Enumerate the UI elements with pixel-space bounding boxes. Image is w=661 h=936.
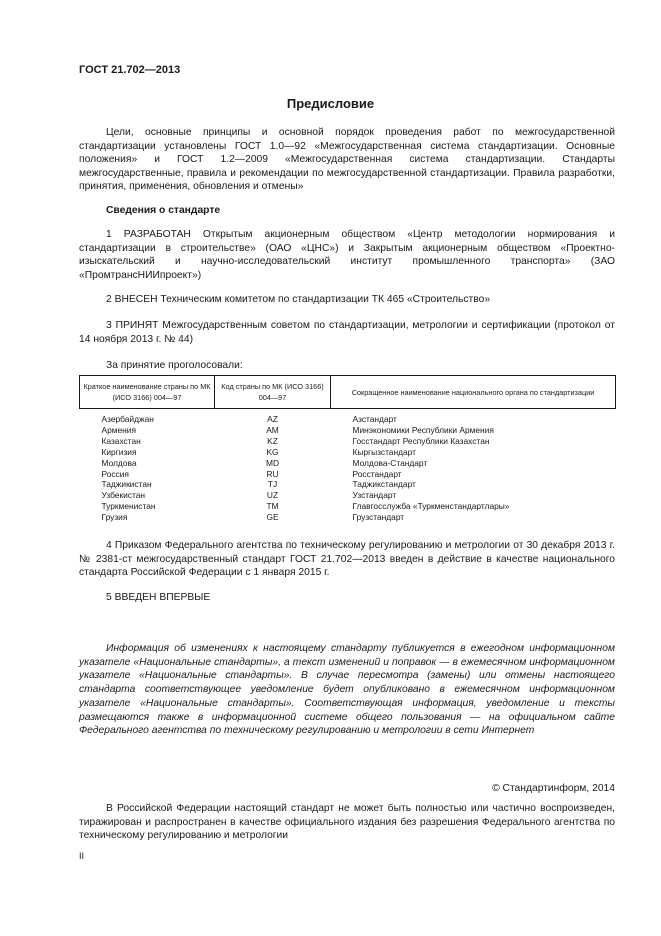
info-item-3: 3 ПРИНЯТ Межгосударственным советом по стандартизации, метрологии и сертификации (протокол от 14 ноября 2013 г. № 44)	[79, 320, 615, 345]
vote-label: За принятие проголосовали:	[106, 360, 243, 371]
standards-body: Грузстандарт	[352, 512, 405, 523]
preface-intro: Цели, основные принципы и основной порядок проведения работ по межгосударственной стандартизации установлены ГОСТ 1.0—92 «Межгосударственная система стандартизации. Основные положения» и ГОСТ 1.2—2009 «Межгосударственная система стандартизации. Стандарты межгосударственные, правила и рекомендации по межгосударственной стандартизации. Правила разработки, принятия, применения, обновления и отмены»	[79, 127, 615, 192]
standards-body: Молдова-Стандарт	[352, 457, 428, 468]
info-item-5: 5 ВВЕДЕН ВПЕРВЫЕ	[106, 592, 211, 603]
country-code: UZ	[266, 490, 279, 501]
info-item-2: 2 ВНЕСЕН Техническим комитетом по стандартизации ТК 465 «Строительство»	[106, 294, 491, 305]
standard-code-header: ГОСТ 21.702—2013	[79, 64, 181, 76]
country-code: AM	[266, 424, 279, 435]
table-row	[80, 447, 616, 458]
standards-body: Таджикстандарт	[352, 479, 416, 490]
country-code: KG	[266, 446, 279, 457]
changes-notice: Информация об изменениях к настоящему стандарту публикуется в ежегодном информационном указателе «Национальные стандарты», а текст изменений и поправок — в ежемесячном информационном указателе «Национальные стандарты». В случае пересмотра (замены) или отмены настоящего стандарта соответствующее уведомление будет опубликовано в ежемесячном информационном указателе «Национальные стандарты». Соответствующая информация, уведомление и тексты размещаются также в информационной системе общего пользования — на официальном сайте Федерального агентства по техническому регулированию и метрологии в сети Интернет	[79, 643, 615, 737]
standard-info-heading: Сведения о стандарте	[106, 205, 221, 216]
standards-body: Главгосслужба «Туркменстандартлары»	[352, 501, 510, 512]
country-name: Молдова	[101, 457, 137, 468]
table-row	[80, 425, 616, 436]
country-name: Киргизия	[101, 446, 137, 457]
info-item-1: 1 РАЗРАБОТАН Открытым акционерным обществом «Центр методологии нормирования и стандартизации в строительстве» (ОАО «ЦНС») и Закрытым акционерным обществом «Проектно-изыскательский и научно-исследовательский институт промышленного транспорта» (ЗАО «ПромтрансНИИпроект»)	[79, 229, 615, 281]
table-row	[80, 458, 616, 469]
country-code: MD	[265, 457, 280, 468]
column-header-code: Код страны по МК (ИСО 3166) 004—97	[215, 376, 331, 409]
table-row	[80, 479, 616, 490]
column-header-body: Сокращенное наименование национального органа по стандартизации	[331, 376, 616, 409]
table-row	[80, 490, 616, 501]
reproduction-restriction: В Российской Федерации настоящий стандарт не может быть полностью или частично воспроизведен, тиражирован и распространен в качестве официального издания без разрешения Федерального агентства по техническому регулированию и метрологии	[79, 803, 615, 841]
country-name: Таджикистан	[101, 479, 152, 490]
country-name: Казахстан	[101, 435, 141, 446]
country-code: GE	[266, 512, 279, 523]
country-code: TM	[266, 501, 279, 512]
country-code: RU	[266, 468, 279, 479]
vote-table-header	[80, 376, 616, 409]
copyright-line: © Стандартинформ, 2014	[492, 783, 615, 794]
standards-body: Узстандарт	[352, 490, 397, 501]
standards-body: Госстандарт Республики Казахстан	[352, 435, 490, 446]
country-name: Армения	[101, 424, 136, 435]
table-row	[80, 512, 616, 523]
column-header-country: Краткое наименование страны по МК (ИСО 3166) 004—97	[80, 376, 215, 409]
standards-body: Кыргызстандарт	[352, 446, 416, 457]
preface-title: Предисловие	[286, 96, 375, 111]
country-name: Азербайджан	[101, 414, 154, 424]
table-row	[80, 409, 616, 425]
table-row	[80, 469, 616, 480]
country-code: KZ	[267, 435, 278, 446]
standards-body: Росстандарт	[352, 468, 402, 479]
country-name: Грузия	[101, 512, 128, 523]
table-row	[80, 501, 616, 512]
country-name: Россия	[101, 468, 129, 479]
country-code: TJ	[267, 479, 278, 490]
page-number: II	[79, 851, 85, 861]
info-item-4: 4 Приказом Федерального агентства по техническому регулированию и метрологии от 30 декабря 2013 г. № 2381-ст межгосударственный стандарт ГОСТ 21.702—2013 введен в действие в качестве национального стандарта Российской Федерации с 1 января 2015 г.	[79, 540, 615, 578]
table-row	[80, 436, 616, 447]
vote-table	[79, 375, 616, 523]
country-name: Туркменистан	[101, 501, 156, 512]
standards-body: Азстандарт	[352, 414, 397, 424]
standards-body: Минэкономики Республики Армения	[352, 424, 494, 435]
country-code: AZ	[267, 414, 278, 424]
country-name: Узбекистан	[101, 490, 146, 501]
